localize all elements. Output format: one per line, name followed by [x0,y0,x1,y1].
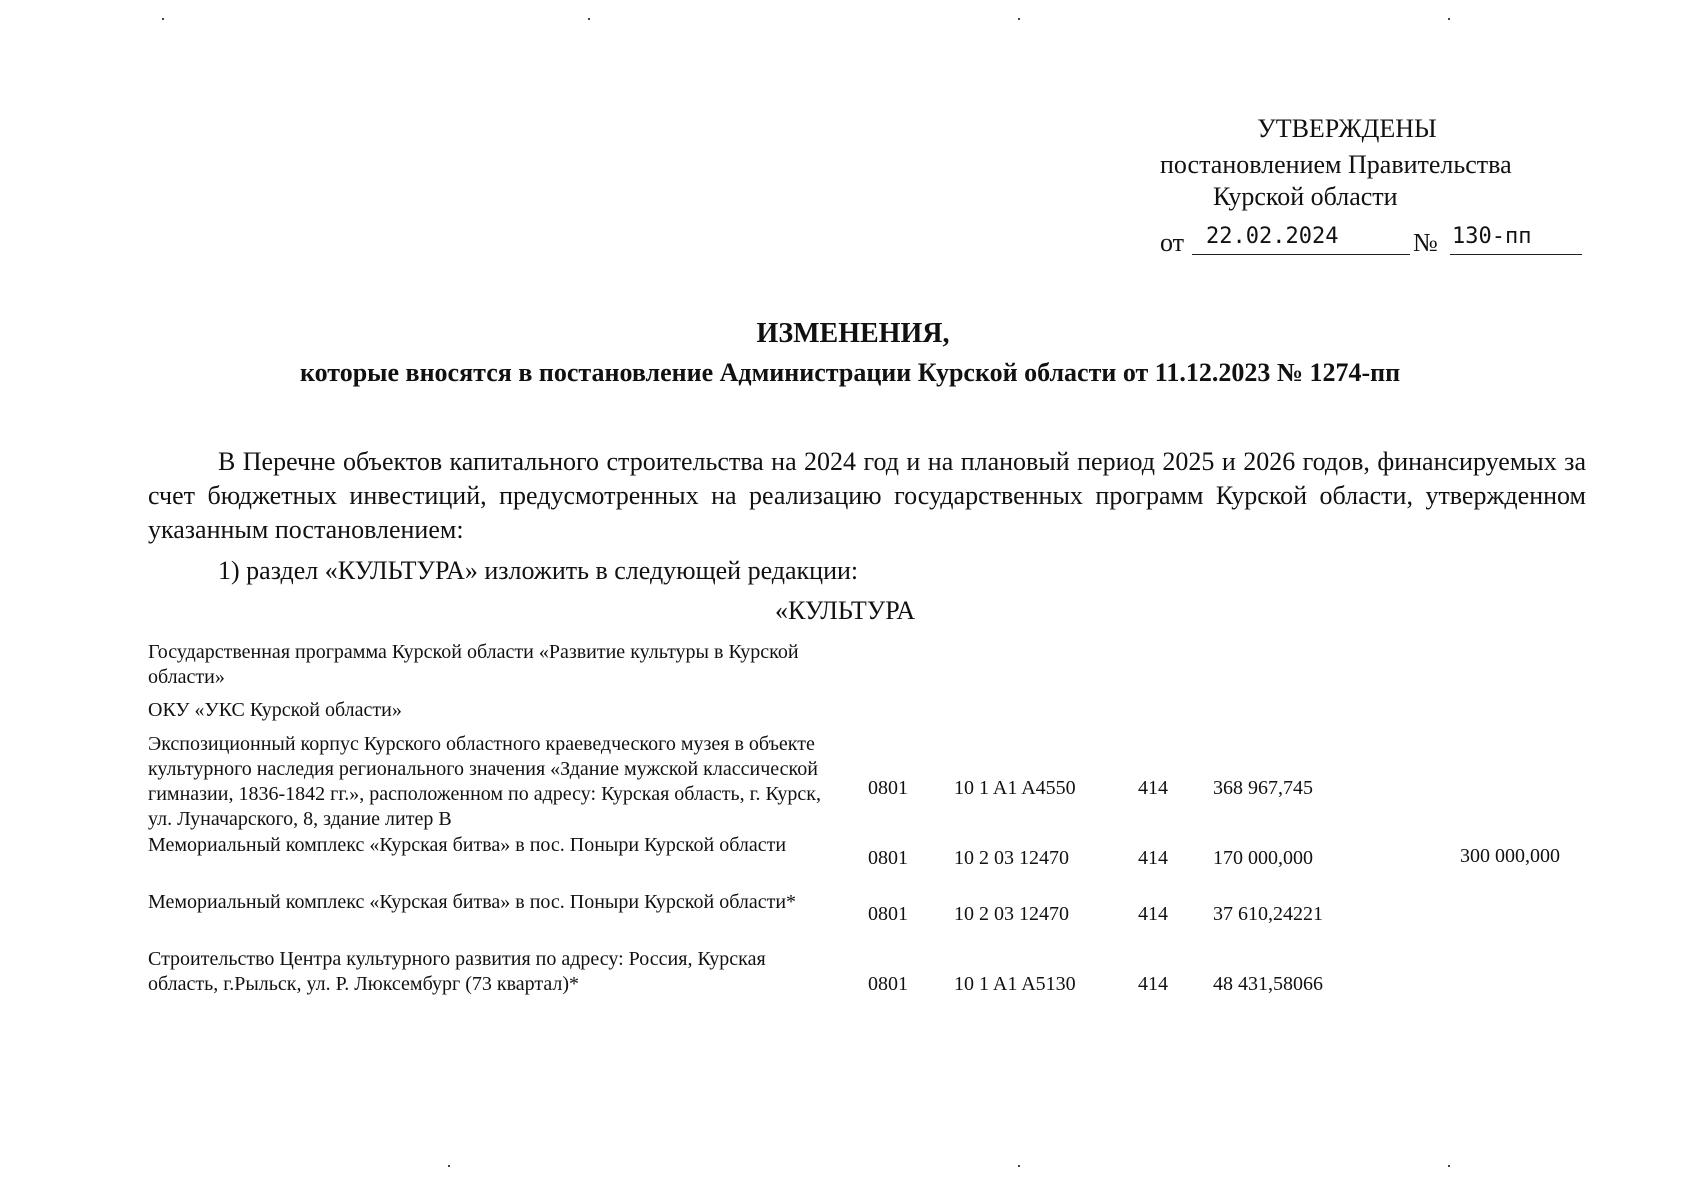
section-heading: «КУЛЬТУРА [775,596,916,625]
target-article-code: 10 1 A1 A4550 [954,777,1076,799]
scan-speck [1018,18,1020,20]
expense-type-code: 414 [1138,973,1168,995]
number-prefix: № [1413,228,1438,257]
section-code: 0801 [868,847,908,869]
document-subtitle: которые вносятся в постановление Администрации Курской области от 11.12.2023 № 1274-пп [300,358,1401,387]
list-item-1: 1) раздел «КУЛЬТУРА» изложить в следующей редакции: [218,556,859,585]
section-code: 0801 [868,973,908,995]
intro-paragraph [148,445,1586,547]
expense-type-code: 414 [1138,903,1168,925]
intro-text: В Перечне объектов капитального строительства на 2024 год и на плановый период 2025 и 2026 годов, финансируемых за счет бюджетных инвестиций, предусмотренных на реализацию государственных программ Курской области, утвержденном указанным постановлением: [148,447,1586,544]
document-title: ИЗМЕНЕНИЯ, [756,318,950,349]
target-article-code: 10 2 03 12470 [954,903,1069,925]
approval-date: 22.02.2024 [1192,220,1410,255]
approval-line: постановлением Правительства [1160,150,1512,179]
scan-speck [1448,1165,1450,1167]
section-code: 0801 [868,903,908,925]
object-name: Строительство Центра культурного развития по адресу: Россия, Курская область, г.Рыльск, ул. Р. Люксембург (73 квартал)* [148,948,766,995]
expense-type-code: 414 [1138,847,1168,869]
amount-2024: 170 000,000 [1213,847,1313,869]
customer-name: ОКУ «УКС Курской области» [148,699,402,721]
scan-speck [448,1165,450,1167]
amount-2024: 48 431,58066 [1213,973,1323,995]
object-name: Мемориальный комплекс «Курская битва» в пос. Поныри Курской области [148,834,787,856]
date-prefix: от [1160,228,1185,257]
object-name: Экспозиционный корпус Курского областного краеведческого музея в объекте культурного наследия регионального значения «Здание мужской классической гимназии, 1836-1842 гг.», расположенном по адресу: Курская область, г. Курск, ул. Луначарского, 8, здание литер В [148,733,821,830]
target-article-code: 10 2 03 12470 [954,847,1069,869]
amount-2026: 300 000,000 [1460,845,1560,867]
expense-type-code: 414 [1138,777,1168,799]
amount-2024: 37 610,24221 [1213,903,1323,925]
program-name: Государственная программа Курской области «Развитие культуры в Курской области» [148,641,799,688]
object-name: Мемориальный комплекс «Курская битва» в пос. Поныри Курской области* [148,891,797,913]
approval-date-row [1160,220,1580,260]
section-code: 0801 [868,777,908,799]
approval-title: УТВЕРЖДЕНЫ [1257,114,1437,143]
scan-speck [1018,1165,1020,1167]
scan-speck [162,18,164,20]
scan-speck [588,18,590,20]
scan-speck [1448,18,1450,20]
approval-line: Курской области [1213,182,1398,211]
target-article-code: 10 1 A1 A5130 [954,973,1076,995]
approval-number: 130-пп [1450,220,1582,255]
amount-2024: 368 967,745 [1213,777,1313,799]
